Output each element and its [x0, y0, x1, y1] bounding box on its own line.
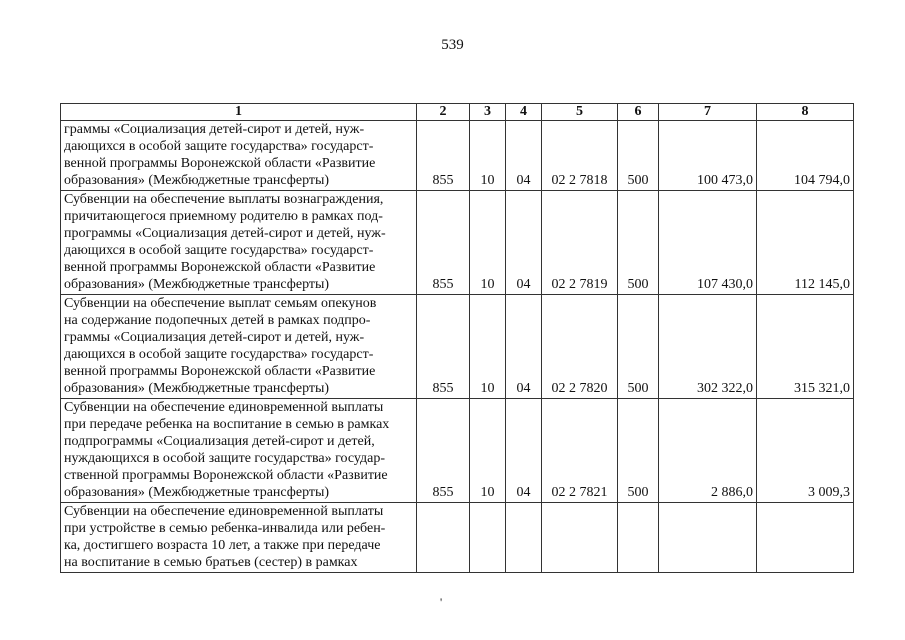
- ministry-code: [417, 503, 470, 573]
- ministry-code: 855: [417, 295, 470, 399]
- amount-col8: 3 009,3: [757, 399, 854, 503]
- expense-type-code: 500: [618, 191, 659, 295]
- expense-type-code: 500: [618, 399, 659, 503]
- subsection-code: 04: [506, 121, 542, 191]
- header-cell: 1: [61, 104, 417, 121]
- target-article-code: 02 2 7818: [542, 121, 618, 191]
- section-code: 10: [470, 295, 506, 399]
- ministry-code: 855: [417, 121, 470, 191]
- table-row: [61, 121, 854, 191]
- target-article-code: [542, 503, 618, 573]
- header-cell: 8: [757, 104, 854, 121]
- section-code: 10: [470, 191, 506, 295]
- target-article-code: 02 2 7819: [542, 191, 618, 295]
- amount-col8: 104 794,0: [757, 121, 854, 191]
- ministry-code: 855: [417, 399, 470, 503]
- amount-col8: 112 145,0: [757, 191, 854, 295]
- header-cell: 2: [417, 104, 470, 121]
- subsection-code: 04: [506, 295, 542, 399]
- amount-col7: 2 886,0: [659, 399, 757, 503]
- row-description: Субвенции на обеспечение единовременной выплаты при устройстве в семью ребенка-инвалида или ребен- ка, достигшего возраста 10 лет, а также при передаче на воспитание в семью братьев (сестер) в рамках: [61, 503, 417, 573]
- table-header-row: [61, 104, 854, 121]
- section-code: 10: [470, 121, 506, 191]
- expense-type-code: [618, 503, 659, 573]
- table-row: [61, 191, 854, 295]
- row-description: граммы «Социализация детей-сирот и детей, нуж- дающихся в особой защите государства» государст- венной программы Воронежской области «Развитие образования» (Межбюджетные трансферты): [61, 121, 417, 191]
- page-number: 539: [441, 37, 464, 53]
- subsection-code: 04: [506, 399, 542, 503]
- amount-col8: [757, 503, 854, 573]
- table-row: [61, 399, 854, 503]
- header-cell: 6: [618, 104, 659, 121]
- scan-speck: ': [440, 595, 443, 609]
- header-cell: 4: [506, 104, 542, 121]
- amount-col8: 315 321,0: [757, 295, 854, 399]
- expense-type-code: 500: [618, 295, 659, 399]
- budget-table: [60, 103, 854, 573]
- table-row: [61, 295, 854, 399]
- section-code: [470, 503, 506, 573]
- subsection-code: 04: [506, 191, 542, 295]
- target-article-code: 02 2 7820: [542, 295, 618, 399]
- amount-col7: 302 322,0: [659, 295, 757, 399]
- subsection-code: [506, 503, 542, 573]
- expense-type-code: 500: [618, 121, 659, 191]
- target-article-code: 02 2 7821: [542, 399, 618, 503]
- row-description: Субвенции на обеспечение выплат семьям опекунов на содержание подопечных детей в рамках подпро- граммы «Социализация детей-сирот и детей, нуж- дающихся в особой защите государства» государст- венной программы Воронежской области «Развитие образования» (Межбюджетные трансферты): [61, 295, 417, 399]
- ministry-code: 855: [417, 191, 470, 295]
- section-code: 10: [470, 399, 506, 503]
- table-row: [61, 503, 854, 573]
- header-cell: 5: [542, 104, 618, 121]
- amount-col7: 107 430,0: [659, 191, 757, 295]
- row-description: Субвенции на обеспечение выплаты вознаграждения, причитающегося приемному родителю в рамках под- программы «Социализация детей-сирот и детей, нуж- дающихся в особой защите государства» государст- венной программы Воронежской области «Развитие образования» (Межбюджетные трансферты): [61, 191, 417, 295]
- header-cell: 3: [470, 104, 506, 121]
- header-cell: 7: [659, 104, 757, 121]
- amount-col7: [659, 503, 757, 573]
- amount-col7: 100 473,0: [659, 121, 757, 191]
- row-description: Субвенции на обеспечение единовременной выплаты при передаче ребенка на воспитание в семью в рамках подпрограммы «Социализация детей-сирот и детей, нуждающихся в особой защите государства» государ- ственной программы Воронежской области «Развитие образования» (Межбюджетные трансферты): [61, 399, 417, 503]
